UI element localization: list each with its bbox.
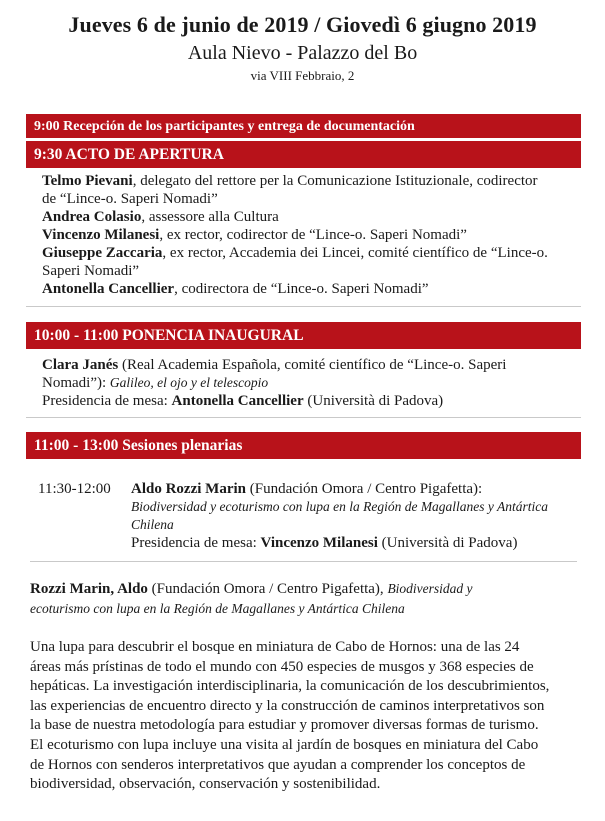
session-entry: Aldo Rozzi Marin (Fundación Omora / Centro Pigafetta): Biodiversidad y ecoturismo con lupa en la Región de Magallanes y Antártica Chilena Presidencia de mesa: Vincenzo Milanesi (Università di Padova) [131,480,571,552]
list-item: Telmo Pievani, delegato del rettore per la Comunicazione Istituzionale, codirector [42,173,538,189]
abstract-body [30,638,580,795]
list-item-cont: Saperi Nomadi” [42,263,140,279]
speaker-name: Vincenzo Milanesi [42,227,160,243]
speaker-name: Andrea Colasio [42,209,142,225]
abstract-header: Rozzi Marin, Aldo (Fundación Omora / Centro Pigafetta), Biodiversidad y ecoturismo con lupa en la Región de Magallanes y Antártica Chilena [30,579,580,619]
section-bar-opening: 9:30 ACTO DE APERTURA [26,141,581,168]
speaker-name: Clara Janés [42,357,119,373]
talk-title-cont: Chilena [131,517,174,532]
talk-title: Galileo, el ojo y el telescopio [109,375,269,390]
page-title: Jueves 6 de junio de 2019 / Giovedì 6 giugno 2019 [68,12,537,37]
abstract-line: de Hornos con senderos interpretativos que ayudan a comprender los conceptos de [30,756,526,773]
section-bar-plenary: 11:00 - 13:00 Sesiones plenarias [26,432,581,459]
speaker-name: Aldo Rozzi Marin [131,481,246,497]
list-item: Vincenzo Milanesi, ex rector, codirector de “Lince-o. Saperi Nomadi” [42,227,467,243]
divider [26,417,581,418]
speaker-name: Giuseppe Zaccaria [42,245,163,261]
list-item: Giuseppe Zaccaria, ex rector, Accademia dei Lincei, comité científico de “Lince-o. [42,245,548,261]
list-item: Antonella Cancellier, codirectora de “Lince-o. Saperi Nomadi” [42,281,429,297]
divider [26,306,581,307]
speaker-name: Telmo Pievani [42,173,133,189]
address: via VIII Febbraio, 2 [250,68,355,83]
list-item-cont: de “Lince-o. Saperi Nomadi” [42,191,218,207]
abstract-line: biodiversidad, observación, conservación y sostenibilidad. [30,776,381,793]
list-item: Andrea Colasio, assessore alla Cultura [42,209,279,225]
abstract-author: Rozzi Marin, Aldo [30,581,148,597]
speaker-name: Antonella Cancellier [42,281,175,297]
abstract-line: El ecoturismo con lupa incluye una visita al jardín de bosques en miniatura del Cabo [30,736,539,753]
session-time: 11:30-12:00 [38,481,111,497]
opening-speakers [42,172,572,298]
chair-name: Antonella Cancellier [171,393,304,409]
venue: Aula Nievo - Palazzo del Bo [187,42,418,64]
abstract-line: áreas más prístinas de todo el mundo con 450 especies de musgos y 368 especies de [30,658,534,675]
abstract-line: hepáticas. La investigación interdisciplinaria, la comunicación de los descubrimientos, [30,678,550,695]
divider [30,561,577,562]
talk-title: Biodiversidad y ecoturismo con lupa en la Región de Magallanes y Antártica [131,499,549,514]
abstract-line: Una lupa para descubrir el bosque en miniatura de Cabo de Hornos: una de las 24 [30,639,520,655]
section-bar-reception: 9:00 Recepción de los participantes y entrega de documentación [26,114,581,138]
chair-name: Vincenzo Milanesi [260,535,378,551]
abstract-line: las experiencias de encuentro directo y la construcción de caminos interpretativos son [30,697,545,714]
section-bar-keynote: 10:00 - 11:00 PONENCIA INAUGURAL [26,322,581,349]
abstract-title: ecoturismo con lupa en la Región de Magallanes y Antártica Chilena [30,601,405,616]
keynote-block: Clara Janés (Real Academia Española, comité científico de “Lince-o. Saperi Nomadi”): Galileo, el ojo y el telescopio Presidencia de mesa: Antonella Cancellier (Università di Padova) [42,357,507,409]
abstract-line: la base de nuestra metodología para estudiar y promover diversas formas de turismo. [30,717,539,734]
